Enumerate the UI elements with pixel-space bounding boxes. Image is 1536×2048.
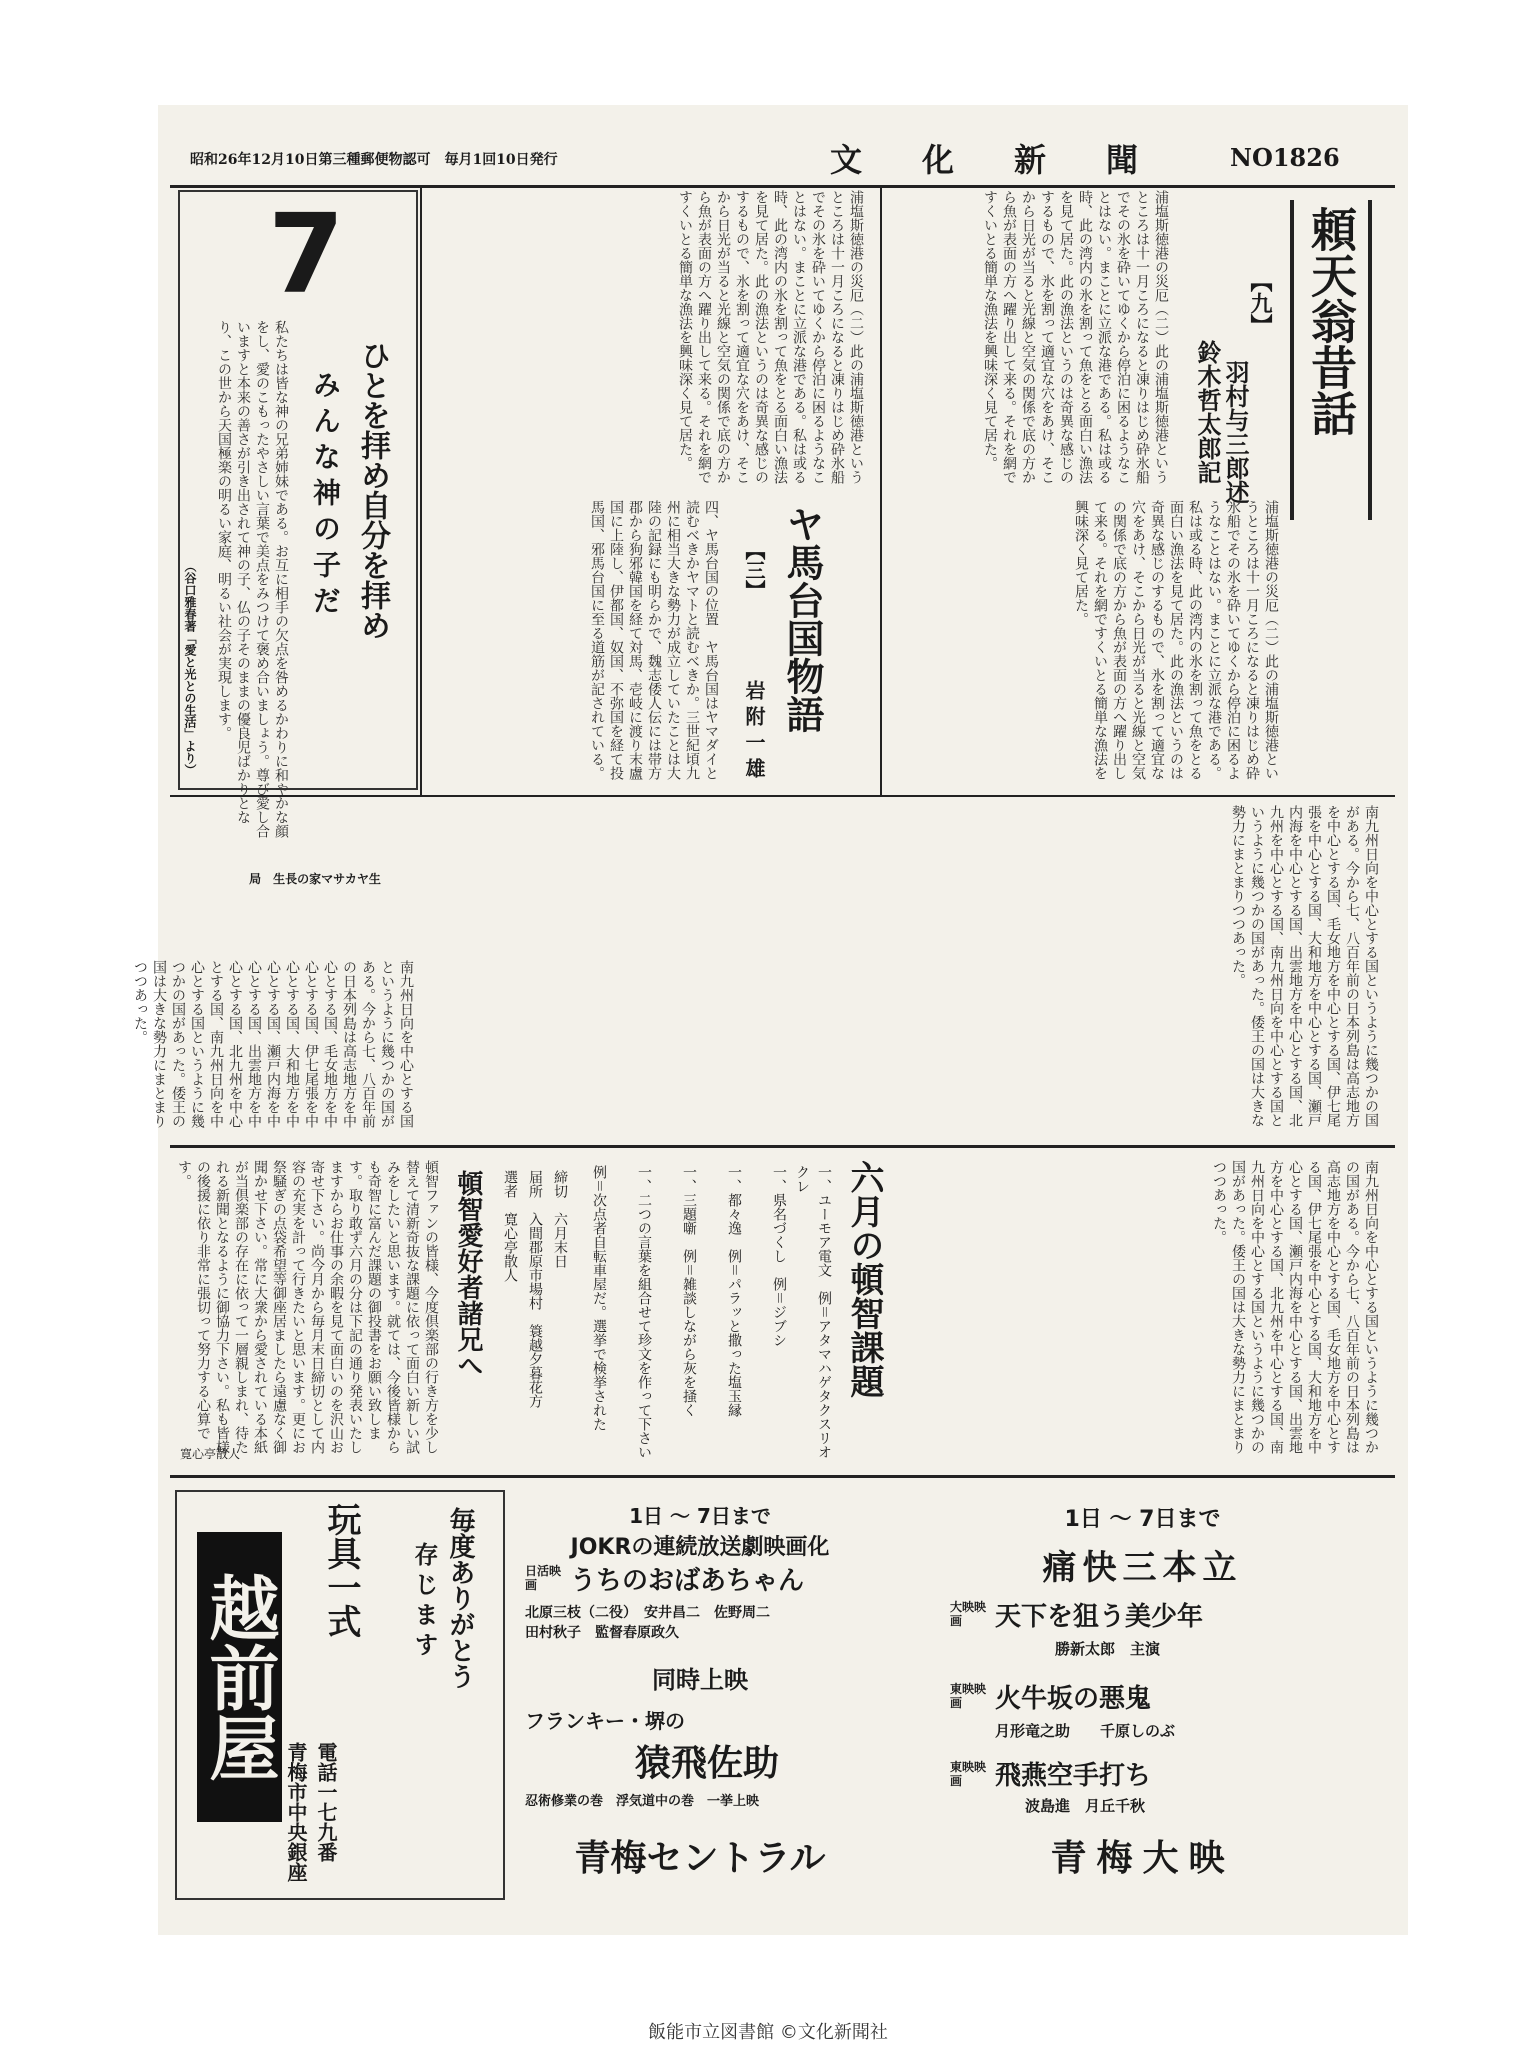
central-theater: 青梅セントラル — [574, 1838, 826, 1879]
article5-rule-4: 一、三題噺 例＝雑談しながら灰を掻く — [681, 1165, 697, 1417]
daiei-title: 痛快三本立 — [1042, 1548, 1243, 1588]
central-line1: JOKRの連続放送劇映画化 — [570, 1535, 830, 1560]
echizenya-name: 越前屋 — [197, 1532, 282, 1822]
daiei-cast2: 月形竜之助 千原しのぶ — [995, 1722, 1176, 1740]
article4-body-left: 南九州日向を中心とする国というように幾つかの国がある。今から七、八百年前の日本列島は高志地方を中心とする国、毛女地方を中心とする国、伊七尾張を中心とする国、大和地方を中心とする国、瀬戸内海を中心とする国、出雲地方を中心とする国、北九州を中心とする国、南九州日向を中心とする国というように幾つかの国があった。倭王の国は大きな勢力にまとまりつつあった。 — [132, 960, 414, 1128]
article1-author2: 鈴木哲太郎記 — [1193, 340, 1222, 484]
article6-body: 頓智ファンの皆様、今度倶楽部の行き方を少し替えて清新奇抜な課題に依って面白い新しい試みをしたいと思います。就ては、今後皆様からも奇智に富んだ課題の御投書をお願い致します。取り敢ず六月の分は下記の通り発表いたしますからお仕事の余暇を見て面白いのを沢山お寄せ下さい。尚今月から毎月末日締切として内容の充実を計って行きたいと思います。更にお祭騒ぎの点袋希望等御座居ましたら遠慮なく御聞かせ下さい。常に大衆から愛されている本紙が当倶楽部の存在に依って一層親しまれ、待たれる新聞となるように御協力下さい。私も皆様の後援に依り非常に張切って努力する心算です。 — [176, 1160, 439, 1454]
issue-date-line: 昭和26年12月10日第三種郵便物認可 毎月1回10日発行 — [190, 152, 558, 168]
echizenya-item: 玩具一式 — [321, 1502, 361, 1638]
divider-middle — [170, 795, 1395, 797]
library-credit: 飯能市立図書館 ©文化新聞社 — [648, 2022, 888, 2043]
article1-part: 【九】 — [1247, 270, 1273, 336]
article3-body: 私たちは皆な神の兄弟姉妹である。お互に相手の欠点を咎めるかわりに和やかな顔をし、愛のこもったやさしい言葉で美点をみつけて褒め合いましょう。尊び愛し合いますと本来の善さが引き出されて神の子、仏の子そのままの優良児ばかりとなり、この世から天国極楽の明るい家庭、明るい社会が実現します。 — [216, 320, 289, 838]
daiei-cast3: 波島進 月丘千秋 — [1025, 1797, 1146, 1815]
article2-part: 【三】 — [742, 540, 766, 600]
paper-name: 文化新聞 — [830, 141, 1199, 179]
divider-upper — [170, 1145, 1395, 1148]
central-film2-pre: フランキー・堺の — [525, 1709, 685, 1733]
article5-rule-5: 一、二つの言葉を組合せて珍文を作って下さい — [636, 1165, 652, 1459]
article5-address: 届所 入間郡原市場村 簑越夕暮花方 — [527, 1170, 543, 1408]
central-studio1: 日活映画 — [525, 1564, 562, 1592]
article6-title: 頓智愛好者諸兄へ — [453, 1170, 483, 1378]
article3-headline1: ひとを拝め自分を拝め — [355, 340, 390, 640]
echizenya-phone: 電話一七九番 — [314, 1742, 338, 1862]
ad-central — [505, 1490, 895, 1900]
central-film2-sub: 忍術修業の巻 浮気道中の巻 一挙上映 — [525, 1794, 760, 1809]
issue-number: NO1826 — [1230, 143, 1340, 172]
article5-title: 六月の頓智課題 — [844, 1160, 884, 1398]
daiei-film3: 飛燕空手打ち — [995, 1761, 1152, 1791]
daiei-studio3: 東映映画 — [950, 1760, 987, 1788]
article3-source: （谷口雅春著「愛と光との生活」より） — [183, 560, 197, 776]
central-film1: うちのおばあちゃん — [570, 1566, 805, 1596]
article1-body-cont: 浦塩斯徳港の災厄（二）此の浦塩斯徳港というところは十一月ころになると凍りはじめ砕氷船でその氷を砕いてゆくから停泊に困るようなことはない。まことに立派な港である。私は或る時、此の湾内の氷を割って魚をとる面白い漁法を見て居た。此の漁法というのは奇異な感じのするもので、氷を割って適宜な穴をあけ、そこから日光が当ると光線と空気の関係で底の方から魚が表面の方へ躍り出して来る。それを網ですくいとる簡単な漁法を興味深く見て居た。 — [1073, 500, 1279, 780]
article2-body-prev: 浦塩斯徳港の災厄（二）此の浦塩斯徳港というところは十一月ころになると凍りはじめ砕氷船でその氷を砕いてゆくから停泊に困るようなことはない。まことに立派な港である。私は或る時、此の湾内の氷を割って魚をとる面白い漁法を見て居た。此の漁法というのは奇異な感じのするもので、氷を割って適宜な穴をあけ、そこから日光が当ると光線と空気の関係で底の方から魚が表面の方へ躍り出して来る。それを網ですくいとる簡単な漁法を興味深く見て居た。 — [677, 190, 864, 484]
central-film2: 猿飛佐助 — [635, 1743, 780, 1784]
daiei-cast1: 勝新太郎 主演 — [1055, 1640, 1161, 1658]
central-cast1: 北原三枝（二役） 安井昌二 佐野周二 — [525, 1605, 770, 1621]
ad-echizenya — [175, 1490, 505, 1900]
article2-author: 岩附一雄 — [742, 680, 766, 784]
central-dates: 1日 〜 7日まで — [629, 1504, 771, 1528]
column-rule-left — [420, 185, 422, 795]
article1-author1: 羽村与三郎述 — [1221, 360, 1250, 504]
article5-rule-6: 例＝次点者自転車屋だ。選挙で検挙された — [591, 1165, 607, 1431]
article5-judge: 選者 寛心亭散人 — [502, 1170, 518, 1282]
article4-body: 南九州日向を中心とする国というように幾つかの国がある。今から七、八百年前の日本列島は高志地方を中心とする国、毛女地方を中心とする国、伊七尾張を中心とする国、大和地方を中心とする国、瀬戸内海を中心とする国、出雲地方を中心とする国、北九州を中心とする国、南九州日向を中心とする国というように幾つかの国があった。倭王の国は大きな勢力にまとまりつつあった。 — [1230, 805, 1379, 1127]
daiei-studio2: 東映映画 — [950, 1682, 987, 1710]
article5-rule-1: 一、ユーモア電文 例＝アタマハゲタクスリオクレ — [794, 1165, 832, 1459]
article2-body: 四、ヤ馬台国の位置 ヤ馬台国はヤマダイと読むべきかヤマトと読むべきか。三世紀頃九州に相当大きな勢力が成立していたことは大陸の記録にも明らかで、魏志倭人伝には帯方郡から狗邪韓国を経て対馬、壱岐に渡り末盧国に上陸し、伊都国、奴国、不弥国を経て投馬国、邪馬台国に至る道筋が記されている。 — [589, 500, 719, 780]
article5-rule-3: 一、都々逸 例＝パラッと撒った塩玉縁 — [726, 1165, 742, 1417]
echizenya-address: 青梅市中央銀座 — [284, 1742, 308, 1882]
column-rule-center — [880, 185, 882, 795]
central-simul: 同時上映 — [652, 1666, 748, 1694]
daiei-dates: 1日 〜 7日まで — [1064, 1507, 1221, 1532]
article5-rule-2: 一、県名づくし 例＝ジブシ — [771, 1165, 787, 1347]
divider-lower — [170, 1475, 1395, 1478]
article3-number: 7 — [268, 190, 345, 318]
article6-signature: 寛心亭散人 — [180, 1447, 241, 1461]
echizenya-greeting1: 毎度ありがとう — [445, 1507, 475, 1689]
daiei-film1: 天下を狙う美少年 — [995, 1602, 1204, 1632]
article1-body: 浦塩斯徳港の災厄（二）此の浦塩斯徳港というところは十一月ころになると凍りはじめ砕氷船でその氷を砕いてゆくから停泊に困るようなことはない。まことに立派な港である。私は或る時、此の湾内の氷を割って魚をとる面白い漁法を見て居た。此の漁法というのは奇異な感じのするもので、氷を割って適宜な穴をあけ、そこから日光が当ると光線と空気の関係で底の方から魚が表面の方へ躍り出して来る。それを網ですくいとる簡単な漁法を興味深く見て居た。 — [982, 190, 1169, 484]
daiei-theater: 青梅大映 — [1050, 1838, 1235, 1879]
ad-daiei — [895, 1490, 1390, 1900]
article2-title: ヤ馬台国物語 — [780, 505, 825, 733]
article3-headline2: みんな神の子だ — [309, 370, 342, 622]
masthead — [170, 125, 1395, 188]
daiei-film2: 火牛坂の悪鬼 — [995, 1684, 1152, 1714]
article4-body-right: 南九州日向を中心とする国というように幾つかの国がある。今から七、八百年前の日本列島は高志地方を中心とする国、毛女地方を中心とする国、伊七尾張を中心とする国、大和地方を中心とする国、瀬戸内海を中心とする国、出雲地方を中心とする国、北九州を中心とする国、南九州日向を中心とする国というように幾つかの国があった。倭王の国は大きな勢力にまとまりつつあった。 — [1211, 1160, 1379, 1454]
article5-deadline: 締切 六月末日 — [552, 1170, 568, 1268]
article1-title: 頼天翁昔話 — [1290, 200, 1372, 520]
daiei-studio1: 大映映画 — [950, 1600, 987, 1628]
article3-caption: 局 生長の家マサカヤ生 — [249, 872, 381, 886]
central-cast2: 田村秋子 監督春原政久 — [525, 1625, 679, 1641]
echizenya-greeting2: 存じます — [410, 1542, 438, 1662]
